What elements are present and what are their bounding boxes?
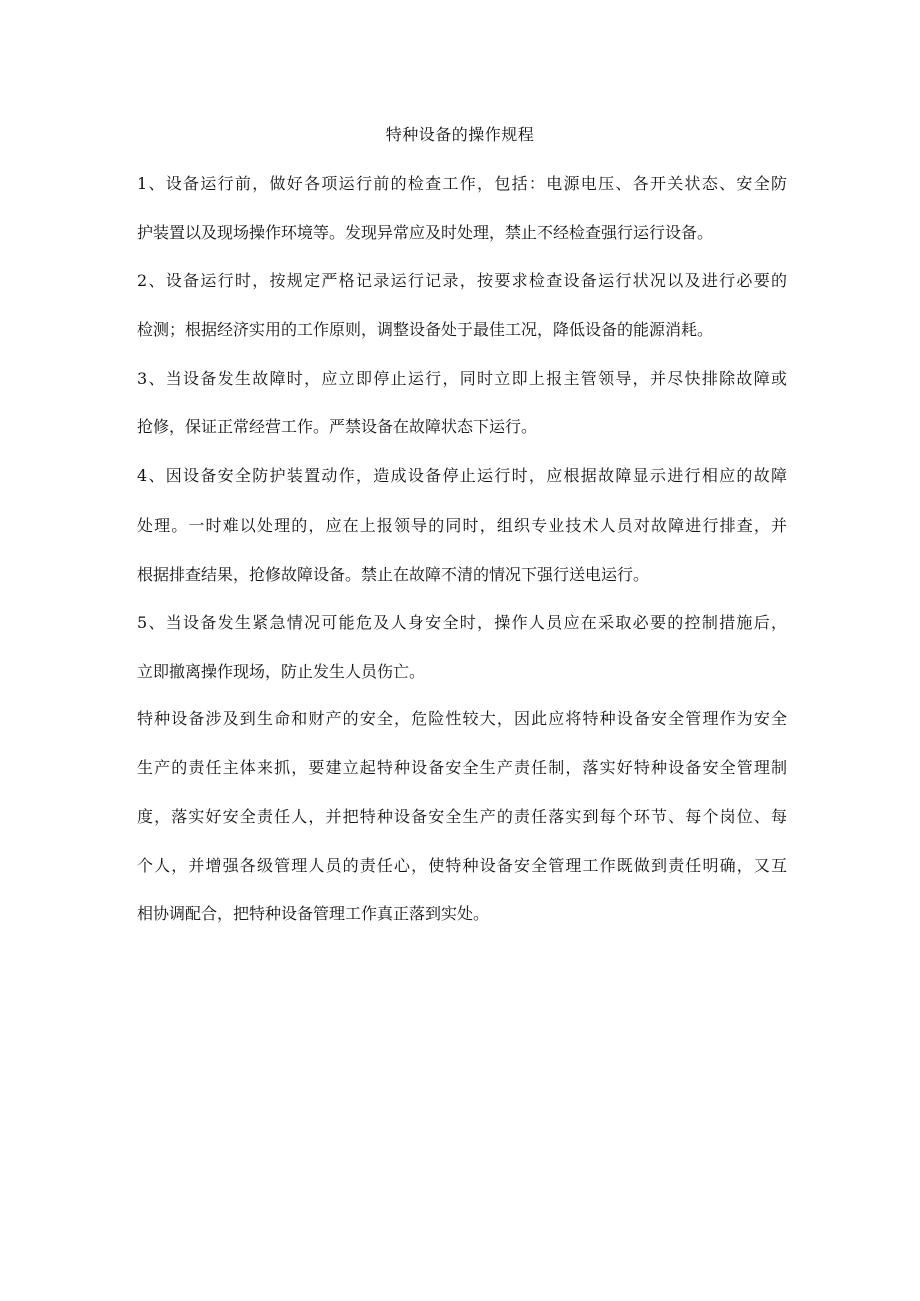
text-line: 立即撤离操作现场，防止发生人员伤亡。 [137, 662, 426, 681]
text-line: 检测；根据经济实用的工作原则，调整设备处于最佳工况，降低设备的能源消耗。 [137, 320, 714, 339]
text-line: 5、当设备发生紧急情况可能危及人身安全时，操作人员应在采取必要的控制措施后， [137, 613, 787, 632]
text-line: 1、设备运行前，做好各项运行前的检查工作，包括：电源电压、各开关状态、安全防 [137, 174, 787, 193]
text-line: 个人，并增强各级管理人员的责任心，使特种设备安全管理工作既做到责任明确，又互 [137, 856, 787, 875]
text-line: 特种设备涉及到生命和财产的安全，危险性较大，因此应将特种设备安全管理作为安全 [137, 709, 787, 728]
text-line: 根据排查结果，抢修故障设备。禁止在故障不清的情况下强行送电运行。 [137, 565, 650, 584]
text-line: 抢修，保证正常经营工作。严禁设备在故障状态下运行。 [137, 417, 538, 436]
text-line: 4、因设备安全防护装置动作，造成设备停止运行时，应根据故障显示进行相应的故障 [137, 466, 787, 485]
document-title: 特种设备的操作规程 [385, 125, 535, 144]
text-line: 处理。一时难以处理的，应在上报领导的同时，组织专业技术人员对故障进行排查，并 [137, 516, 787, 535]
text-line: 3、当设备发生故障时，应立即停止运行，同时立即上报主管领导，并尽快排除故障或 [137, 369, 787, 388]
text-line: 度，落实好安全责任人，并把特种设备安全生产的责任落实到每个环节、每个岗位、每 [137, 807, 787, 826]
text-line: 护装置以及现场操作环境等。发现异常应及时处理，禁止不经检查强行运行设备。 [137, 223, 714, 242]
text-line: 生产的责任主体来抓，要建立起特种设备安全生产责任制，落实好特种设备安全管理制 [137, 758, 787, 777]
text-line: 2、设备运行时，按规定严格记录运行记录，按要求检查设备运行状况以及进行必要的 [137, 271, 787, 290]
text-line: 相协调配合，把特种设备管理工作真正落到实处。 [137, 904, 490, 923]
